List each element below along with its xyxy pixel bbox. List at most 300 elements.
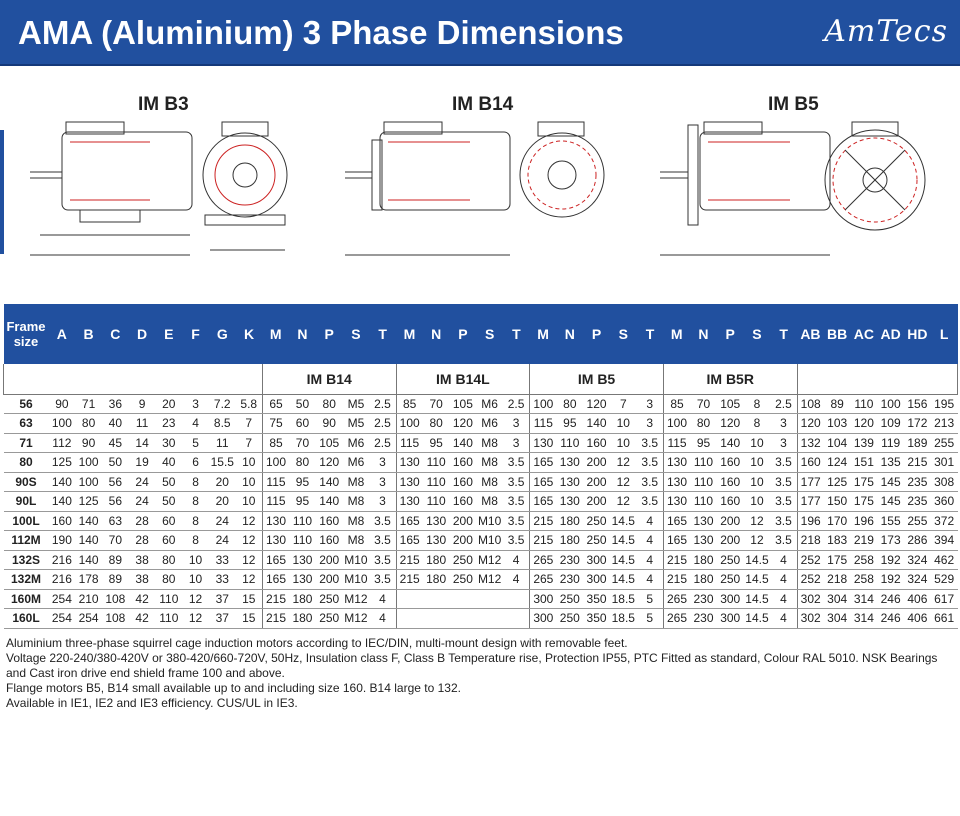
table-row <box>4 531 958 551</box>
table-cell: 3.5 <box>369 511 396 531</box>
table-cell: 12 <box>744 511 771 531</box>
table-cell: 140 <box>316 492 343 512</box>
b5-end-view <box>825 122 925 230</box>
table-cell: 8 <box>744 394 771 414</box>
table-cell <box>503 609 530 629</box>
table-cell: 115 <box>262 472 289 492</box>
table-cell: 3.5 <box>770 511 797 531</box>
table-cell: 215 <box>530 511 557 531</box>
frame-size-cell: 112M <box>4 531 49 551</box>
table-cell: 12 <box>610 492 637 512</box>
table-cell: 10 <box>182 550 209 570</box>
table-cell: 115 <box>530 414 557 434</box>
table-cell: 160 <box>717 492 744 512</box>
table-cell: 304 <box>824 609 851 629</box>
table-cell: 3.5 <box>770 492 797 512</box>
table-cell: 18.5 <box>610 589 637 609</box>
table-cell: 124 <box>824 453 851 473</box>
table-cell: 115 <box>396 433 423 453</box>
table-cell: 71 <box>75 394 102 414</box>
table-cell: 160 <box>450 472 477 492</box>
table-cell: 3.5 <box>637 453 664 473</box>
table-cell: 24 <box>209 511 236 531</box>
table-cell: 3 <box>503 414 530 434</box>
table-cell: M12 <box>343 609 370 629</box>
table-cell: 105 <box>316 433 343 453</box>
table-cell: M12 <box>476 550 503 570</box>
amtecs-logo: AmTecs <box>824 14 948 49</box>
table-cell: 130 <box>663 492 690 512</box>
table-cell: 56 <box>102 472 129 492</box>
table-cell: 3 <box>369 472 396 492</box>
table-cell: 33 <box>209 570 236 590</box>
table-cell: 255 <box>904 511 931 531</box>
table-cell: 95 <box>289 492 316 512</box>
table-cell: 40 <box>155 453 182 473</box>
table-cell: 300 <box>530 589 557 609</box>
table-cell: 11 <box>209 433 236 453</box>
table-cell: 110 <box>155 609 182 629</box>
table-row <box>4 394 958 414</box>
table-cell: 210 <box>75 589 102 609</box>
table-cell: 119 <box>877 433 904 453</box>
table-row <box>4 511 958 531</box>
table-cell: 130 <box>423 511 450 531</box>
table-cell: 200 <box>583 472 610 492</box>
table-cell: 112 <box>49 433 76 453</box>
table-cell: 3 <box>637 394 664 414</box>
table-cell: 63 <box>102 511 129 531</box>
table-cell: 150 <box>824 492 851 512</box>
frame-size-cell: 80 <box>4 453 49 473</box>
table-cell: 3.5 <box>770 453 797 473</box>
frame-size-cell: 132S <box>4 550 49 570</box>
table-cell: 14.5 <box>610 570 637 590</box>
table-cell: 100 <box>75 453 102 473</box>
table-cell: 140 <box>49 472 76 492</box>
column-header-ad: AD <box>877 304 904 364</box>
column-header-n: N <box>289 304 316 364</box>
table-cell: 28 <box>129 531 156 551</box>
table-cell: 14.5 <box>744 570 771 590</box>
frame-size-cell: 90L <box>4 492 49 512</box>
table-cell: 160 <box>797 453 824 473</box>
group-im-b14: IM B14 <box>262 364 396 394</box>
table-row <box>4 609 958 629</box>
column-header-c: C <box>102 304 129 364</box>
table-cell: 19 <box>129 453 156 473</box>
table-cell: 120 <box>797 414 824 434</box>
table-cell: 4 <box>637 570 664 590</box>
table-cell: 12 <box>182 589 209 609</box>
table-cell: 37 <box>209 589 236 609</box>
table-cell: 6 <box>182 453 209 473</box>
table-cell: 2.5 <box>369 414 396 434</box>
table-cell: 250 <box>717 550 744 570</box>
motor-drawings <box>0 80 960 270</box>
table-cell <box>423 609 450 629</box>
column-header-p: P <box>450 304 477 364</box>
table-cell: 254 <box>49 589 76 609</box>
table-cell: 5 <box>637 609 664 629</box>
table-cell: 250 <box>450 550 477 570</box>
motor-diagrams <box>0 80 960 270</box>
table-cell: 165 <box>530 453 557 473</box>
column-header-f: F <box>182 304 209 364</box>
table-cell: 250 <box>556 609 583 629</box>
frame-size-cell: 100L <box>4 511 49 531</box>
table-cell: 302 <box>797 589 824 609</box>
table-cell: 18.5 <box>610 609 637 629</box>
table-cell: 254 <box>75 609 102 629</box>
table-cell: 110 <box>423 472 450 492</box>
table-cell: 175 <box>851 492 878 512</box>
table-cell: 200 <box>717 511 744 531</box>
table-cell: 85 <box>396 394 423 414</box>
table-cell: 37 <box>209 609 236 629</box>
table-cell: 50 <box>155 472 182 492</box>
table-cell: 160 <box>450 492 477 512</box>
table-cell: 4 <box>503 570 530 590</box>
table-cell: 135 <box>877 453 904 473</box>
table-cell: 120 <box>450 414 477 434</box>
table-cell: 110 <box>289 511 316 531</box>
table-cell: 140 <box>583 414 610 434</box>
table-cell: 151 <box>851 453 878 473</box>
table-cell: 4 <box>369 589 396 609</box>
column-header-n: N <box>690 304 717 364</box>
table-cell: 80 <box>155 570 182 590</box>
table-cell: M8 <box>476 433 503 453</box>
table-cell: M8 <box>476 472 503 492</box>
table-cell: 324 <box>904 550 931 570</box>
table-cell: 216 <box>49 550 76 570</box>
table-cell: M6 <box>343 433 370 453</box>
table-cell: 5 <box>637 589 664 609</box>
table-cell: 56 <box>102 492 129 512</box>
table-cell: 14 <box>129 433 156 453</box>
table-cell: 4 <box>369 609 396 629</box>
b3-side-view <box>30 122 192 255</box>
table-cell: 100 <box>75 472 102 492</box>
table-cell: 300 <box>583 570 610 590</box>
table-cell: 10 <box>236 492 263 512</box>
table-cell: 5.8 <box>236 394 263 414</box>
table-cell: 70 <box>289 433 316 453</box>
table-cell: 4 <box>770 589 797 609</box>
table-cell: 130 <box>289 550 316 570</box>
table-cell <box>423 589 450 609</box>
table-cell: M10 <box>476 531 503 551</box>
table-cell: 4 <box>637 511 664 531</box>
table-cell: 372 <box>931 511 958 531</box>
column-header-d: D <box>129 304 156 364</box>
table-cell: 165 <box>262 570 289 590</box>
b14-side-view <box>345 122 510 255</box>
table-cell: 215 <box>663 570 690 590</box>
table-cell: 200 <box>450 531 477 551</box>
column-header-k: K <box>236 304 263 364</box>
table-cell: 10 <box>744 492 771 512</box>
table-cell: 4 <box>770 570 797 590</box>
table-cell: 7 <box>236 433 263 453</box>
table-row <box>4 472 958 492</box>
column-header-m: M <box>262 304 289 364</box>
column-header-m: M <box>396 304 423 364</box>
table-cell: 300 <box>530 609 557 629</box>
frame-size-cell: 71 <box>4 433 49 453</box>
table-cell: 80 <box>316 394 343 414</box>
frame-header-line1: Frame <box>6 319 46 334</box>
table-cell: 180 <box>690 550 717 570</box>
table-cell: 173 <box>877 531 904 551</box>
table-cell: 4 <box>770 609 797 629</box>
table-cell: M8 <box>343 531 370 551</box>
table-cell: 160 <box>583 433 610 453</box>
table-cell: 406 <box>904 609 931 629</box>
table-cell: 20 <box>209 472 236 492</box>
table-cell: 60 <box>289 414 316 434</box>
table-cell: 165 <box>530 492 557 512</box>
group-im-b5r: IM B5R <box>663 364 797 394</box>
table-cell: 100 <box>877 394 904 414</box>
table-cell: 196 <box>797 511 824 531</box>
table-cell: M8 <box>476 453 503 473</box>
table-cell: 12 <box>610 453 637 473</box>
table-cell: M10 <box>343 570 370 590</box>
table-cell: 8 <box>182 492 209 512</box>
table-cell: 175 <box>851 472 878 492</box>
table-cell: 250 <box>583 531 610 551</box>
table-cell: 350 <box>583 609 610 629</box>
table-cell: 89 <box>102 570 129 590</box>
frame-size-cell: 63 <box>4 414 49 434</box>
table-cell: 156 <box>904 394 931 414</box>
frame-size-cell: 160M <box>4 589 49 609</box>
table-cell: 130 <box>530 433 557 453</box>
column-header-n: N <box>423 304 450 364</box>
table-cell: 300 <box>717 589 744 609</box>
table-cell: 165 <box>530 472 557 492</box>
table-cell: 172 <box>904 414 931 434</box>
table-cell: 130 <box>690 511 717 531</box>
table-cell: 140 <box>717 433 744 453</box>
table-cell: 178 <box>75 570 102 590</box>
table-cell: 12 <box>236 531 263 551</box>
table-cell: 160 <box>316 531 343 551</box>
table-cell: 109 <box>877 414 904 434</box>
table-cell: 145 <box>877 492 904 512</box>
table-header-row <box>4 304 958 364</box>
table-cell: 14.5 <box>610 511 637 531</box>
table-cell: 45 <box>102 433 129 453</box>
table-cell: 160 <box>316 511 343 531</box>
table-cell: 8 <box>182 531 209 551</box>
column-header-t: T <box>369 304 396 364</box>
table-cell: 314 <box>851 589 878 609</box>
table-cell: 36 <box>102 394 129 414</box>
table-cell: 180 <box>556 531 583 551</box>
table-cell: 130 <box>556 453 583 473</box>
table-cell: 100 <box>663 414 690 434</box>
table-row <box>4 589 958 609</box>
table-cell: 165 <box>262 550 289 570</box>
table-cell: 100 <box>530 394 557 414</box>
table-cell: 40 <box>102 414 129 434</box>
table-cell: 4 <box>637 531 664 551</box>
table-cell: 394 <box>931 531 958 551</box>
table-cell: 165 <box>396 511 423 531</box>
table-cell: 230 <box>556 570 583 590</box>
table-cell: 110 <box>690 453 717 473</box>
table-cell: 100 <box>262 453 289 473</box>
column-header-s: S <box>343 304 370 364</box>
table-cell: 108 <box>797 394 824 414</box>
table-cell: 250 <box>316 589 343 609</box>
table-cell: 215 <box>396 570 423 590</box>
table-cell: 80 <box>289 453 316 473</box>
table-cell: 20 <box>209 492 236 512</box>
table-cell: 100 <box>49 414 76 434</box>
table-cell: 110 <box>423 492 450 512</box>
table-cell <box>396 589 423 609</box>
table-cell: 120 <box>717 414 744 434</box>
table-cell: 175 <box>824 550 851 570</box>
column-header-a: A <box>49 304 76 364</box>
table-cell: 190 <box>49 531 76 551</box>
table-cell: 125 <box>75 492 102 512</box>
notes <box>6 636 956 711</box>
table-cell: 3 <box>369 492 396 512</box>
table-cell: M8 <box>343 492 370 512</box>
table-cell: 160 <box>717 472 744 492</box>
table-cell: 95 <box>690 433 717 453</box>
table-cell: 215 <box>262 589 289 609</box>
table-cell: 130 <box>262 511 289 531</box>
table-cell: 255 <box>931 433 958 453</box>
table-cell: 89 <box>824 394 851 414</box>
table-cell: 120 <box>583 394 610 414</box>
column-header-s: S <box>610 304 637 364</box>
table-cell: 10 <box>744 472 771 492</box>
table-cell: 115 <box>262 492 289 512</box>
table-cell: 80 <box>423 414 450 434</box>
table-cell: 3.5 <box>369 550 396 570</box>
table-cell: 180 <box>289 589 316 609</box>
table-cell: 250 <box>717 570 744 590</box>
dimensions-table <box>3 304 958 629</box>
table-cell: 12 <box>236 570 263 590</box>
table-cell: 3.5 <box>770 531 797 551</box>
table-cell: M5 <box>343 394 370 414</box>
table-cell: 38 <box>129 550 156 570</box>
table-cell: 180 <box>289 609 316 629</box>
column-header-p: P <box>316 304 343 364</box>
table-cell: 130 <box>262 531 289 551</box>
note-2: Voltage 220-240/380-420V or 380-420/660-720V, 50Hz, Insulation class F, Class B Temperature rise, Protection IP55, PTC Fitted as standard, Colour RAL 5010. NSK Bearings and Cast iron drive end shield frame 100 and above. <box>6 651 938 680</box>
table-cell: 7.2 <box>209 394 236 414</box>
table-cell: 235 <box>904 472 931 492</box>
table-cell: 24 <box>129 472 156 492</box>
table-cell: 14.5 <box>610 550 637 570</box>
table-cell: 70 <box>690 394 717 414</box>
table-cell: 28 <box>129 511 156 531</box>
table-cell: 265 <box>663 589 690 609</box>
table-cell: 180 <box>690 570 717 590</box>
table-cell: 140 <box>49 492 76 512</box>
table-cell: 132 <box>797 433 824 453</box>
table-cell: 130 <box>690 531 717 551</box>
table-cell: 250 <box>316 609 343 629</box>
table-row <box>4 570 958 590</box>
table-cell: 38 <box>129 570 156 590</box>
column-header-m: M <box>530 304 557 364</box>
table-cell: 165 <box>396 531 423 551</box>
table-cell: 108 <box>102 589 129 609</box>
table-cell: 406 <box>904 589 931 609</box>
column-header-e: E <box>155 304 182 364</box>
table-cell: 75 <box>262 414 289 434</box>
table-cell: 219 <box>851 531 878 551</box>
table-cell: 235 <box>904 492 931 512</box>
table-cell: 180 <box>423 570 450 590</box>
table-cell: 3 <box>503 433 530 453</box>
table-cell: 108 <box>102 609 129 629</box>
table-cell: 265 <box>530 570 557 590</box>
table-cell: 3.5 <box>770 472 797 492</box>
table-cell: 200 <box>583 492 610 512</box>
diagram-label-b5: IM B5 <box>768 94 819 115</box>
group-im-b14l: IM B14L <box>396 364 530 394</box>
frame-size-header <box>4 304 49 364</box>
title-bar <box>0 0 960 66</box>
table-cell: 100 <box>396 414 423 434</box>
table-cell: 89 <box>102 550 129 570</box>
table-cell: 10 <box>610 414 637 434</box>
table-cell: 304 <box>824 589 851 609</box>
column-header-p: P <box>717 304 744 364</box>
table-cell: 65 <box>262 394 289 414</box>
table-cell: 15 <box>236 609 263 629</box>
table-cell: 90 <box>49 394 76 414</box>
table-cell: 215 <box>396 550 423 570</box>
table-cell: 12 <box>236 550 263 570</box>
column-header-m: M <box>663 304 690 364</box>
table-cell: M6 <box>476 394 503 414</box>
table-cell: 70 <box>102 531 129 551</box>
table-cell: M8 <box>476 492 503 512</box>
table-cell: 218 <box>797 531 824 551</box>
table-cell: 60 <box>155 531 182 551</box>
table-cell: 350 <box>583 589 610 609</box>
table-cell: 324 <box>904 570 931 590</box>
table-cell: 4 <box>637 550 664 570</box>
frame-size-cell: 90S <box>4 472 49 492</box>
table-cell: 250 <box>556 589 583 609</box>
frame-header-line2: size <box>13 334 39 349</box>
table-cell: 130 <box>423 531 450 551</box>
table-cell: 314 <box>851 609 878 629</box>
table-cell: 177 <box>797 492 824 512</box>
table-cell: 14.5 <box>744 589 771 609</box>
table-cell: 80 <box>690 414 717 434</box>
table-cell: 192 <box>877 550 904 570</box>
table-cell: 155 <box>877 511 904 531</box>
table-cell: 165 <box>663 531 690 551</box>
table-cell: M5 <box>343 414 370 434</box>
diagram-label-b3: IM B3 <box>138 94 189 115</box>
b14-end-view <box>520 122 604 217</box>
